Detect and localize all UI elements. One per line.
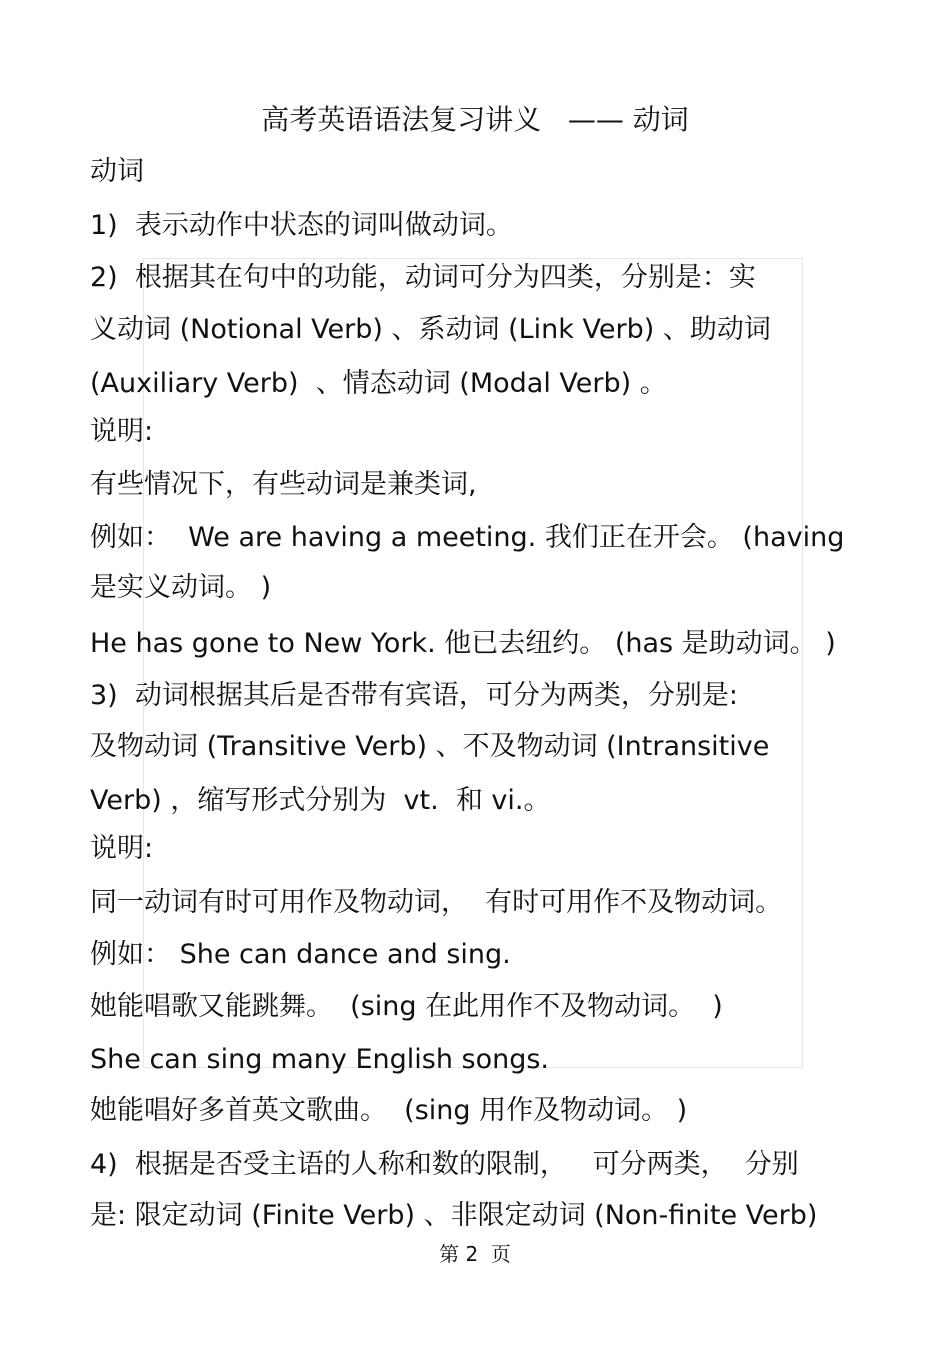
example-line: 她能唱歌又能跳舞。 (sing 在此用作不及物动词。 ) <box>90 991 723 1022</box>
example-line: 例如： She can dance and sing. <box>90 939 511 970</box>
example-line: He has gone to New York. 他已去纽约。 (has 是助动词。 ) <box>90 628 836 659</box>
paragraph-line: 及物动词 (Transitive Verb) 、不及物动词 (Intransitive <box>90 731 770 762</box>
example-line: She can sing many English songs. <box>90 1044 550 1075</box>
paragraph-line: 3) 动词根据其后是否带有宾语，可分为两类，分别是: <box>90 680 738 711</box>
paragraph-line: 有些情况下，有些动词是兼类词, <box>90 469 477 500</box>
document-title: 高考英语语法复习讲义 —— 动词 <box>261 103 689 136</box>
paragraph-line: 义动词 (Notional Verb) 、系动词 (Link Verb) 、助动词 <box>90 314 771 345</box>
section-heading: 动词 <box>90 156 144 187</box>
example-line: 是实义动词。 ) <box>90 572 272 603</box>
paragraph-line: 2) 根据其在句中的功能，动词可分为四类，分别是：实 <box>90 262 756 293</box>
example-line: 她能唱好多首英文歌曲。 (sing 用作及物动词。 ) <box>90 1095 688 1126</box>
note-label: 说明: <box>90 416 154 447</box>
paragraph-line: Verb) ，缩写形式分别为 vt. 和 vi.。 <box>90 785 551 816</box>
paragraph-line: (Auxiliary Verb) 、情态动词 (Modal Verb) 。 <box>90 368 667 399</box>
paragraph-line: 4) 根据是否受主语的人称和数的限制， 可分两类， 分别 <box>90 1149 799 1180</box>
note-label: 说明: <box>90 833 154 864</box>
example-line: 例如： We are having a meeting. 我们正在开会。 (having <box>90 522 845 553</box>
paragraph-line: 1) 表示动作中状态的词叫做动词。 <box>90 210 513 241</box>
paragraph-line: 是: 限定动词 (Finite Verb) 、非限定动词 (Non-finite Verb) <box>90 1200 818 1231</box>
page-number: 第 2 页 <box>439 1242 511 1266</box>
paragraph-line: 同一动词有时可用作及物动词， 有时可用作不及物动词。 <box>90 887 783 918</box>
